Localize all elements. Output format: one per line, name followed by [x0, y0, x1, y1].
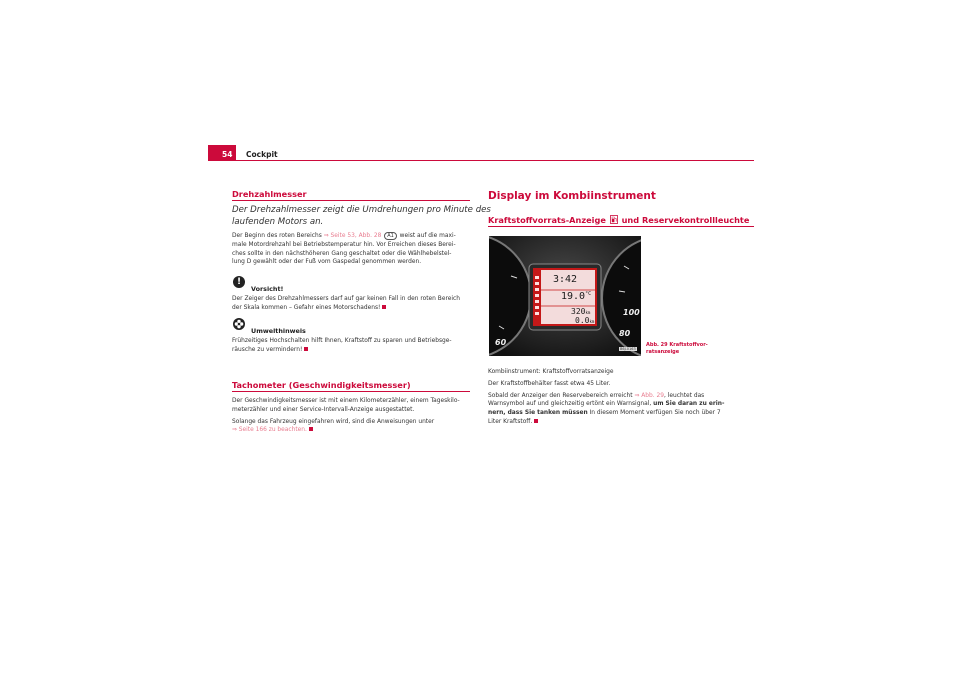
page-number: 54: [222, 150, 233, 159]
figure-code: B6J-0163: [620, 347, 636, 351]
fuel-pump-icon: [610, 215, 618, 224]
fuel-rule: [488, 226, 754, 227]
end-mark: [382, 305, 386, 309]
instrument-cluster-figure: [489, 236, 641, 356]
caution-line-1: Der Zeiger des Drehzahlmessers darf auf gar keinen Fall in den roten Bereich: [232, 296, 460, 302]
drehzahl-subtitle: [232, 205, 491, 228]
fuel-p3-line-2b: um Sie daran zu erin-: [653, 401, 725, 408]
section-label: Cockpit: [246, 150, 278, 159]
gauge-label-100: 100: [623, 308, 640, 317]
drehzahl-p1-line-2: male Motordrehzahl bei Betriebstemperatur hin. Vor Erreichen dieses Berei-: [232, 241, 456, 248]
drehzahl-subtitle-line-1: Der Drehzahlmesser zeigt die Umdrehungen pro Minute des: [232, 205, 491, 215]
fuel-p3-line-4: Liter Kraftstoff.: [488, 418, 533, 425]
caution-text: [232, 295, 472, 313]
fuel-subsection-heading: [488, 215, 749, 225]
fuel-heading-text-2: und Reservekontrollleuchte: [618, 215, 750, 225]
drehzahl-p1-text-2: weist auf die maxi-: [397, 233, 456, 239]
drehzahl-p1-text: Der Beginn des roten Bereichs: [232, 233, 324, 239]
fuel-p3-text-2: , leuchtet das: [664, 392, 705, 399]
display-odometer: [571, 307, 590, 316]
header-rule: [208, 160, 754, 161]
environment-line-1: Frühzeitiges Hochschalten hilft Ihnen, Kraftstoff zu sparen und Betriebsge-: [232, 338, 452, 344]
tacho-line-1: Der Geschwindigkeitsmesser ist mit einem Kilometerzähler, einem Tageskilo-: [232, 398, 460, 404]
tacho-title: Tachometer (Geschwindigkeitsmesser): [232, 380, 411, 390]
end-mark: [309, 427, 313, 431]
drehzahl-link-seite-53[interactable]: ⇒ Seite 53, Abb. 28: [323, 233, 382, 239]
display-temperature-value: 19.0: [561, 291, 586, 302]
display-trip-value: 0.0: [575, 316, 590, 325]
environment-title: Umwelthinweis: [251, 327, 306, 335]
caution-line-2: der Skala kommen – Gefahr eines Motorschadens!: [232, 304, 381, 311]
drehzahl-subtitle-line-2: laufenden Motors an.: [232, 216, 324, 227]
tacho-text: [232, 397, 472, 435]
fuel-p1: Kombiinstrument: Kraftstoffvorratsanzeige: [488, 369, 614, 375]
drehzahl-p1-line-4: lung D gewählt oder der Fuß vom Gaspedal genommen werden.: [232, 259, 422, 266]
tacho-link-seite-166[interactable]: ⇒ Seite 166 zu beachten.: [232, 427, 307, 434]
display-title: Display im Kombiinstrument: [488, 190, 656, 202]
display-trip-unit: km: [589, 319, 595, 324]
fuel-text: [488, 368, 756, 427]
fuel-p2: Der Kraftstoffbehälter fasst etwa 45 Liter.: [488, 380, 611, 387]
exclamation-circle-icon: !: [233, 276, 245, 288]
display-temperature-unit: °C: [585, 291, 592, 297]
figure-caption-line-2: ratsanzeige: [646, 348, 680, 355]
fuel-p3-text: Sobald der Anzeiger den Reservebereich erreicht: [488, 392, 635, 399]
environment-line-2: räusche zu vermindern!: [232, 346, 303, 353]
display-odometer-value: 320: [571, 307, 586, 316]
fuel-p3-line-3a: nern, dass Sie tanken müssen: [488, 410, 588, 417]
environment-text: [232, 337, 472, 355]
display-trip: [575, 316, 594, 325]
callout-a1-badge: A1: [384, 232, 397, 240]
drehzahl-p1-line-3: ches sollte in den nächsthöheren Gang geschaltet oder die Wählhebelstel-: [232, 250, 452, 257]
display-time: 3:42: [553, 274, 578, 285]
drehzahl-paragraph: [232, 232, 472, 267]
caution-title: Vorsicht!: [251, 285, 284, 293]
environment-flower-icon: [233, 318, 245, 330]
display-odometer-unit: km: [585, 310, 591, 315]
figure-caption-line-1: Abb. 29 Kraftstoffvor-: [646, 342, 708, 348]
end-mark: [304, 347, 308, 351]
fuel-p3-line-3b: In diesem Moment verfügen Sie noch über 7: [587, 410, 721, 417]
display-temperature: [561, 291, 591, 302]
drehzahl-title: Drehzahlmesser: [232, 189, 307, 199]
fuel-p3-line-2a: Warnsymbol auf und gleichzeitig ertönt ein Warnsignal,: [488, 401, 654, 408]
tacho-line-2: meterzähler und einer Service-Intervall-Anzeige ausgestattet.: [232, 406, 415, 413]
fuel-heading-text: Kraftstoffvorrats-Anzeige: [488, 215, 606, 225]
tacho-rule: [232, 391, 470, 392]
figure-caption: [646, 342, 708, 355]
drehzahl-rule: [232, 200, 470, 201]
fuel-link-abb-29[interactable]: ⇒ Abb. 29: [634, 392, 664, 399]
tacho-line-3: Solange das Fahrzeug eingefahren wird, sind die Anweisungen unter: [232, 418, 435, 425]
end-mark: [534, 419, 538, 423]
gauge-label-60: 60: [495, 338, 507, 347]
gauge-label-80: 80: [619, 329, 631, 338]
